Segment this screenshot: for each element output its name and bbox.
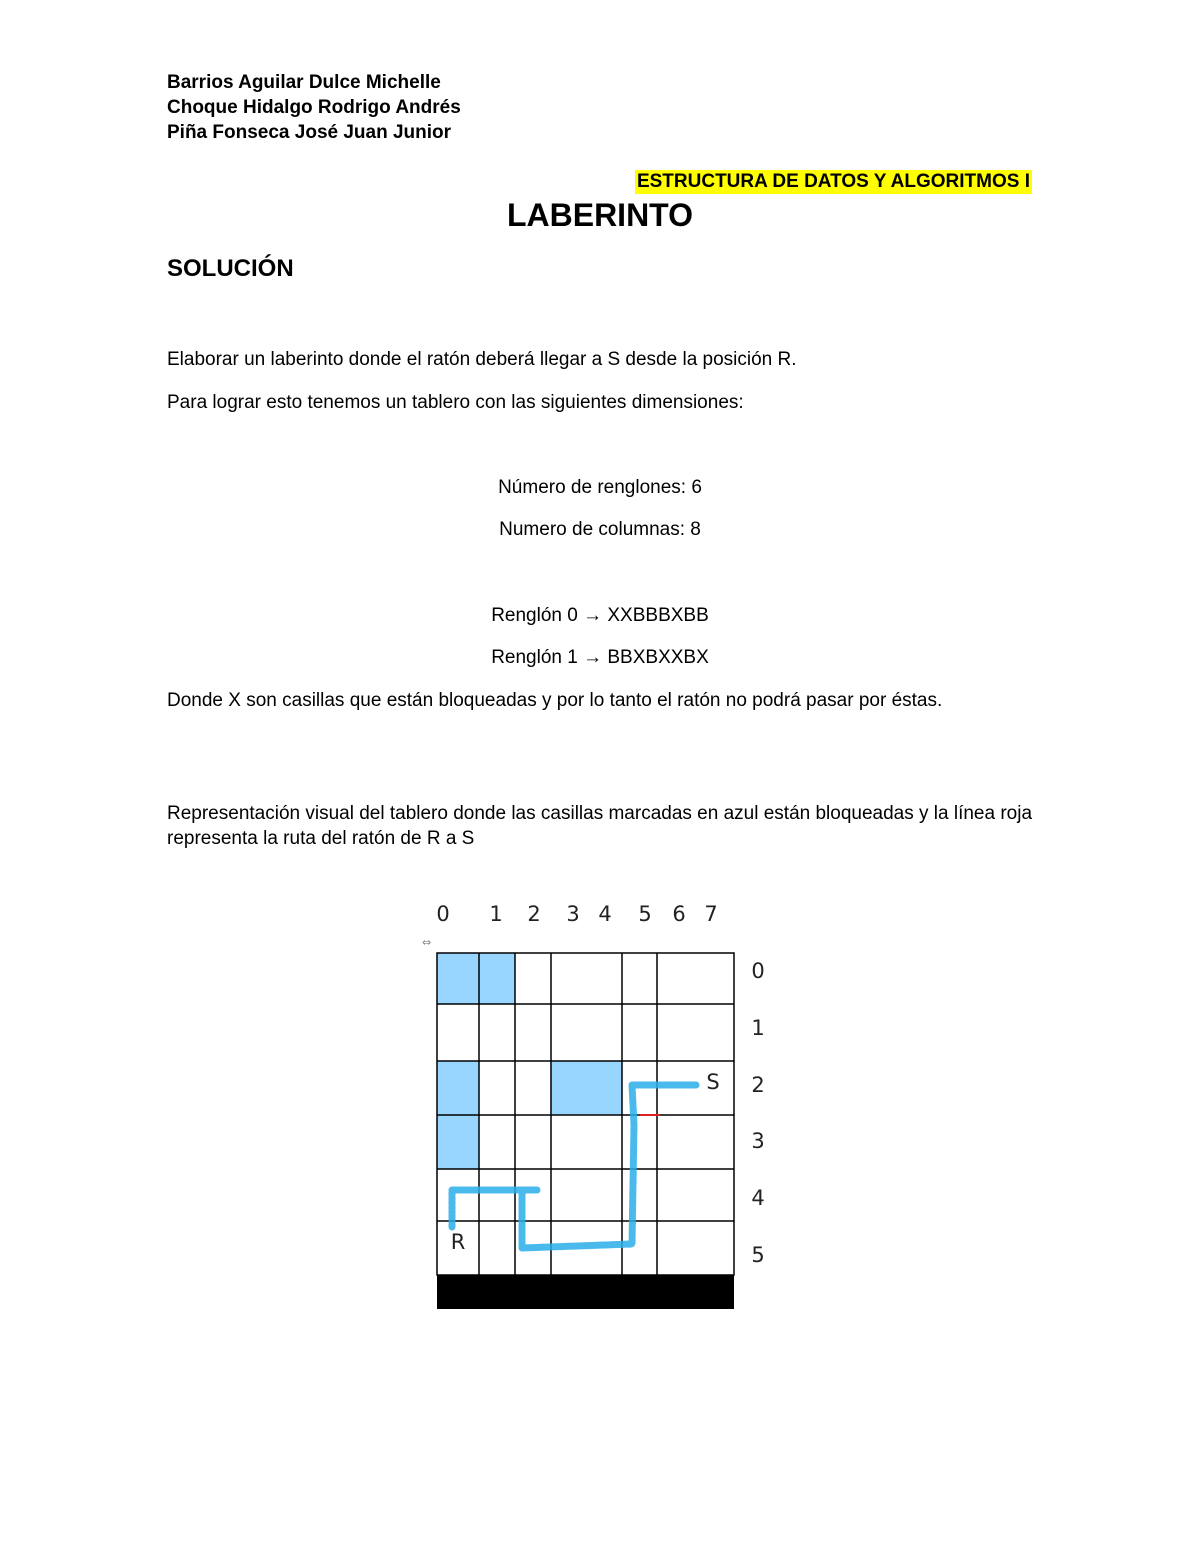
column-label: 4 [598,902,612,926]
row0-line: Renglón 0 → XXBBBXBB [491,605,709,626]
intro-paragraph: Elaborar un laberinto donde el ratón deberá llegar a S desde la posición R. [167,349,797,370]
visual-paragraph: Representación visual del tablero donde las casillas marcadas en azul están bloqueadas y la línea roja representa la ruta del ratón de R a S [167,803,1033,849]
author-name: Barrios Aguilar Dulce Michelle [167,72,441,93]
column-label: 7 [704,902,718,926]
blocked-cell [551,1061,622,1115]
blocked-cell [437,1115,479,1169]
row1-line: Renglón 1 → BBXBXXBX [491,647,709,668]
rows-count-line: Número de renglones: 6 [498,477,702,498]
bottom-bar [437,1275,734,1309]
legend-paragraph: Donde X son casillas que están bloqueadas y por lo tanto el ratón no podrá pasar por éstas. [167,690,943,711]
row-label: 3 [751,1129,765,1153]
row-label: 1 [751,1016,765,1040]
column-label: 6 [672,902,686,926]
authors-block [167,70,461,145]
maze-figure [405,890,785,1320]
column-label: 5 [638,902,652,926]
move-handle-icon: ⇔ [422,936,432,949]
page-title: LABERINTO [506,197,694,233]
blocked-cell [479,953,515,1004]
course-title: ESTRUCTURA DE DATOS Y ALGORITMOS I [636,171,1030,192]
author-name: Piña Fonseca José Juan Junior [167,122,452,143]
end-label: S [706,1070,720,1094]
cols-count-line: Numero de columnas: 8 [499,519,701,540]
row-label: 5 [751,1243,765,1267]
start-label: R [450,1230,466,1254]
column-label: 2 [527,902,541,926]
blocked-cell [437,1061,479,1115]
row-label: 2 [751,1073,765,1097]
blocked-cell [437,953,479,1004]
column-label: 0 [436,902,450,926]
author-name: Choque Hidalgo Rodrigo Andrés [167,97,461,118]
section-heading: SOLUCIÓN [167,255,294,282]
board-paragraph: Para lograr esto tenemos un tablero con las siguientes dimensiones: [167,392,744,413]
maze-diagram [405,890,785,1320]
column-label: 1 [489,902,503,926]
row-label: 4 [751,1186,765,1210]
column-label: 3 [566,902,580,926]
row-label: 0 [751,959,765,983]
